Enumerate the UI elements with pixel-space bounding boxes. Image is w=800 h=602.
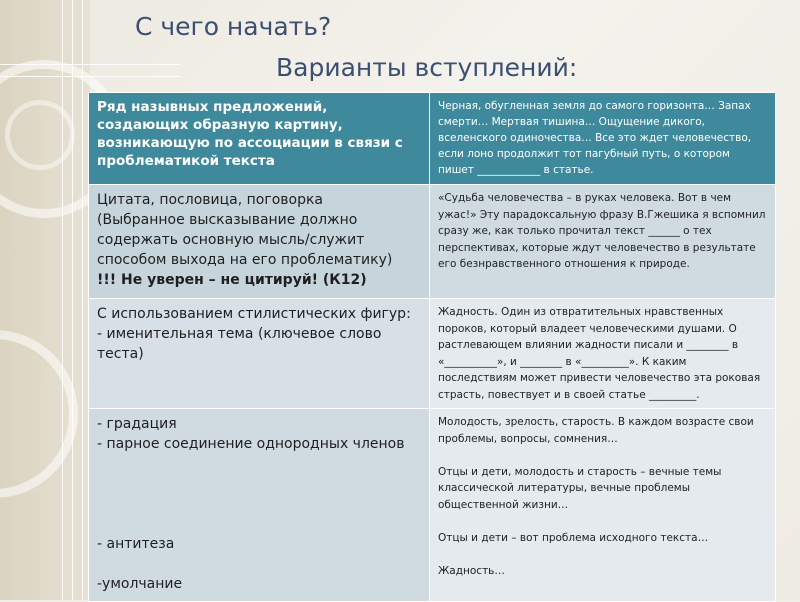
table-cell-method: [89, 409, 430, 602]
table-cell-method: Ряд назывных предложений, создающих образную картину, возникающую по ассоциации в связи с проблематикой текста: [89, 93, 430, 185]
slide-title: С чего начать?: [135, 12, 332, 41]
method-text: (Выбранное высказывание должно содержать основную мысль/служит способом выхода на его проблематику): [97, 212, 393, 268]
table-row: [89, 409, 776, 602]
method-text: - парное соединение однородных членов: [97, 436, 405, 452]
method-text: - именительная тема (ключевое слово теста): [97, 326, 382, 362]
example-paragraph: Жадность…: [438, 564, 505, 577]
table-cell-example: Жадность. Один из отвратительных нравственных пороков, который владеет человеческими душами. О растлевающем влиянии жадности писали и ________ в «__________», и ________ в «_________». К каким последствиям может привести человечество эта роковая страсть, повествует и в своей статье _________.: [430, 299, 776, 409]
table-cell-example: [430, 409, 776, 602]
example-paragraph: Отцы и дети – вот проблема исходного текста…: [438, 531, 709, 544]
table-cell-example: Черная, обугленная земля до самого горизонта… Запах смерти… Мертвая тишина… Ощущение дикого, вселенского одиночества… Все это ждет человечество, если лоно продолжит тот пагубный путь, о котором пишет ____________ в статье.: [430, 93, 776, 185]
table-cell-method: [89, 299, 430, 409]
decorative-ring: [5, 100, 75, 170]
table-cell-example: «Судьба человечества – в руках человека. Вот в чем ужас!» Эту парадоксальную фразу В.Гжешика я вспомнил сразу же, как только прочитал текст ______ о тех перспективах, которые ждут человечество в результате его безнравственного отношения к природе.: [430, 185, 776, 299]
method-text: С использованием стилистических фигур:: [97, 306, 411, 322]
table-row: [89, 185, 776, 299]
slide-subtitle: Варианты вступлений:: [276, 53, 578, 82]
method-text: Цитата, пословица, поговорка: [97, 192, 324, 208]
method-text: - антитеза: [97, 536, 175, 552]
method-text: - градация: [97, 416, 177, 432]
method-warning: !!! Не уверен – не цитируй! (К12): [97, 272, 367, 288]
example-paragraph: Молодость, зрелость, старость. В каждом возрасте свои проблемы, вопросы, сомнения…: [438, 416, 754, 445]
method-text: -умолчание: [97, 576, 183, 592]
example-paragraph: Отцы и дети, молодость и старость – вечные темы классической литературы, вечные проблемы общественной жизни…: [438, 465, 722, 511]
table-row: [89, 299, 776, 409]
table-row: [89, 93, 776, 185]
intro-variants-table: [88, 92, 776, 602]
table-cell-method: [89, 185, 430, 299]
